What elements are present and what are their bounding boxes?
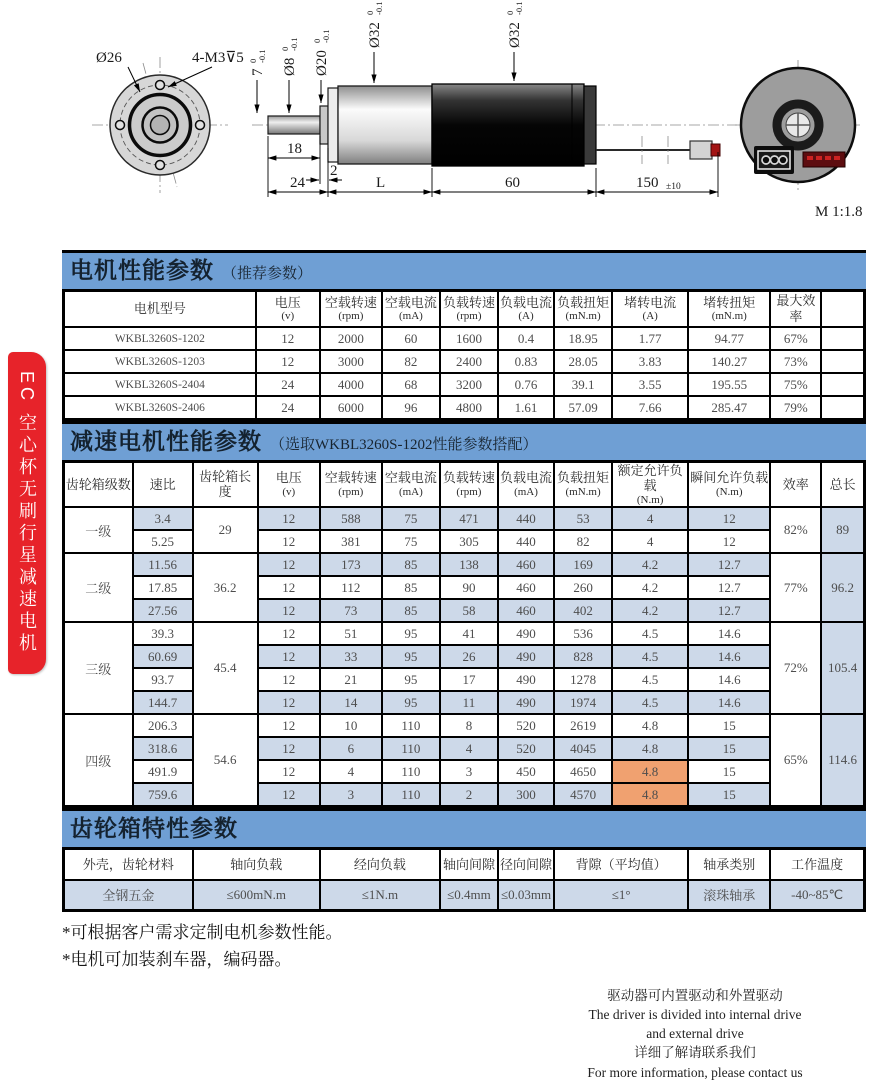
note-1: *可根据客户需求定制电机参数性能。 — [62, 922, 343, 942]
value-cell: 471 — [440, 507, 498, 530]
value-cell: 4045 — [554, 737, 612, 760]
header-cell: 负载转速 (rpm) — [440, 290, 498, 327]
value-cell: 460 — [498, 599, 554, 622]
value-cell: 14.6 — [688, 668, 770, 691]
value-cell: 73 — [320, 599, 382, 622]
svg-text:0: 0 — [312, 38, 322, 43]
value-cell: 95 — [382, 645, 440, 668]
value-cell: 12 — [256, 327, 320, 350]
table2-subtitle: （选取WKBL3260S-1202性能参数搭配） — [270, 436, 538, 453]
value-cell: 1974 — [554, 691, 612, 714]
side-view — [248, 2, 737, 197]
value-cell: 4.8 — [612, 737, 688, 760]
value-cell: 75 — [382, 507, 440, 530]
value-cell: 1.61 — [498, 396, 554, 419]
value-cell: 3.55 — [612, 373, 688, 396]
value-cell: 4.8 — [612, 783, 688, 806]
value-cell: 4 — [612, 530, 688, 553]
header-cell — [821, 290, 864, 327]
value-cell: 2400 — [440, 350, 498, 373]
total-length-cell: 96.2 — [821, 553, 864, 622]
drawing-scale: M 1:1.8 — [815, 204, 863, 220]
value-cell: 450 — [498, 760, 554, 783]
svg-text:0: 0 — [280, 46, 290, 51]
dim-gearbox-diameter — [365, 2, 384, 48]
front-view — [92, 50, 244, 193]
header-cell: 堵转电流 (A) — [612, 290, 688, 327]
dim-60: 60 — [505, 175, 520, 191]
value-cell: 15 — [688, 737, 770, 760]
svg-text:-0.1: -0.1 — [289, 37, 299, 51]
value-cell: 490 — [498, 645, 554, 668]
efficiency-cell: 82% — [770, 507, 821, 553]
value-cell: 260 — [554, 576, 612, 599]
value-cell: 75% — [770, 373, 821, 396]
value-cell: 12.7 — [688, 599, 770, 622]
value-cell: 110 — [382, 760, 440, 783]
value-cell: 4.2 — [612, 576, 688, 599]
value-cell: 57.09 — [554, 396, 612, 419]
value-cell — [821, 373, 864, 396]
stage-cell: 二级 — [64, 553, 133, 622]
value-cell: 12 — [258, 714, 320, 737]
value-cell: 195.55 — [688, 373, 770, 396]
value-cell: 3.83 — [612, 350, 688, 373]
value-cell: ≤0.4mm — [440, 880, 498, 910]
ratio-cell: 11.56 — [133, 553, 193, 576]
rear-connector-3pin — [754, 146, 794, 174]
value-cell: 173 — [320, 553, 382, 576]
value-cell: 95 — [382, 668, 440, 691]
value-cell: 4.2 — [612, 599, 688, 622]
value-cell: 4 — [440, 737, 498, 760]
svg-text:7: 7 — [250, 68, 266, 76]
table1-title-bar — [62, 250, 866, 289]
svg-text:Ø32: Ø32 — [367, 22, 383, 48]
table1-title: 电机性能参数 — [70, 257, 214, 283]
header-cell: 工作温度 — [770, 848, 864, 880]
header-cell: 负载电流 (A) — [498, 290, 554, 327]
dim-2: 2 — [330, 163, 338, 179]
ratio-cell: 3.4 — [133, 507, 193, 530]
driver-note-line: 详细了解请联系我们 — [634, 1045, 756, 1061]
value-cell: 4 — [320, 760, 382, 783]
value-cell: 51 — [320, 622, 382, 645]
value-cell — [821, 396, 864, 419]
header-cell: 轴承类别 — [688, 848, 770, 880]
value-cell: 14 — [320, 691, 382, 714]
header-cell: 额定允许负载 (N.m) — [612, 461, 688, 507]
table3-title-bar — [62, 808, 866, 847]
value-cell: 85 — [382, 553, 440, 576]
value-cell: 0.76 — [498, 373, 554, 396]
header-cell: 负载电流 (mA) — [498, 461, 554, 507]
value-cell: 381 — [320, 530, 382, 553]
svg-text:-0.1: -0.1 — [321, 29, 331, 43]
dim-shaft-diameter — [280, 38, 299, 76]
value-cell: 12 — [258, 530, 320, 553]
driver-note-line: 驱动器可内置驱动和外置驱动 — [607, 988, 783, 1003]
value-cell: 169 — [554, 553, 612, 576]
value-cell: 14.6 — [688, 645, 770, 668]
efficiency-cell: 65% — [770, 714, 821, 806]
length-cell: 36.2 — [193, 553, 258, 622]
header-cell: 负载扭矩 (mN.m) — [554, 290, 612, 327]
value-cell: 1278 — [554, 668, 612, 691]
svg-text:0: 0 — [248, 58, 258, 63]
value-cell: 28.05 — [554, 350, 612, 373]
header-cell: 电压 (v) — [256, 290, 320, 327]
table3-title: 齿轮箱特性参数 — [70, 814, 238, 841]
value-cell: 82 — [382, 350, 440, 373]
value-cell — [821, 350, 864, 373]
value-cell: 53 — [554, 507, 612, 530]
ratio-cell: 144.7 — [133, 691, 193, 714]
value-cell: 110 — [382, 783, 440, 806]
value-cell: 85 — [382, 576, 440, 599]
header-cell: 径向间隙 — [498, 848, 554, 880]
value-cell: 12 — [688, 530, 770, 553]
model-cell: WKBL3260S-2404 — [64, 373, 256, 396]
gearbox-characteristics-table — [62, 847, 866, 912]
header-cell: 速比 — [133, 461, 193, 507]
value-cell: ≤600mN.m — [193, 880, 320, 910]
value-cell: 12 — [258, 668, 320, 691]
value-cell: 4800 — [440, 396, 498, 419]
value-cell: 12 — [258, 553, 320, 576]
model-cell: WKBL3260S-2406 — [64, 396, 256, 419]
tables-section — [62, 250, 866, 973]
value-cell: 4.2 — [612, 553, 688, 576]
value-cell: 588 — [320, 507, 382, 530]
ratio-cell: 759.6 — [133, 783, 193, 806]
svg-text:Ø32: Ø32 — [507, 22, 523, 48]
value-cell: 460 — [498, 576, 554, 599]
value-cell: 12 — [258, 783, 320, 806]
value-cell: 520 — [498, 714, 554, 737]
value-cell: 520 — [498, 737, 554, 760]
value-cell: 11 — [440, 691, 498, 714]
svg-text:Ø8: Ø8 — [282, 57, 298, 76]
value-cell: 39.1 — [554, 373, 612, 396]
driver-note-line: The driver is divided into internal drive — [588, 1007, 802, 1023]
footnotes — [62, 919, 866, 973]
header-cell: 堵转扭矩 (mN.m) — [688, 290, 770, 327]
value-cell: 12.7 — [688, 576, 770, 599]
value-cell: 14.6 — [688, 691, 770, 714]
value-cell: 138 — [440, 553, 498, 576]
value-cell: 12 — [258, 737, 320, 760]
value-cell: 12 — [258, 507, 320, 530]
value-cell: 4570 — [554, 783, 612, 806]
header-cell: 效率 — [770, 461, 821, 507]
header-cell: 空载转速 (rpm) — [320, 290, 382, 327]
header-cell: 背隙（平均值） — [554, 848, 688, 880]
header-cell: 最大效率 — [770, 290, 821, 327]
value-cell: ≤1N.m — [320, 880, 440, 910]
table1-subtitle: （推荐参数） — [222, 266, 313, 282]
value-cell: 110 — [382, 737, 440, 760]
value-cell: 6000 — [320, 396, 382, 419]
table2-title-bar — [62, 421, 866, 460]
ratio-cell: 39.3 — [133, 622, 193, 645]
value-cell: 41 — [440, 622, 498, 645]
svg-text:-0.1: -0.1 — [374, 1, 384, 15]
motor-performance-table — [62, 289, 866, 421]
value-cell: 490 — [498, 668, 554, 691]
value-cell: 112 — [320, 576, 382, 599]
value-cell: 305 — [440, 530, 498, 553]
note-2: *电机可加装刹车器，编码器。 — [62, 949, 292, 969]
value-cell: 4.5 — [612, 668, 688, 691]
value-cell: 828 — [554, 645, 612, 668]
value-cell: 440 — [498, 507, 554, 530]
value-cell: 58 — [440, 599, 498, 622]
value-cell: 95 — [382, 622, 440, 645]
value-cell: 0.4 — [498, 327, 554, 350]
header-cell: 经向负载 — [320, 848, 440, 880]
ratio-cell: 491.9 — [133, 760, 193, 783]
length-cell: 29 — [193, 507, 258, 553]
rear-view — [735, 60, 863, 220]
value-cell: 2 — [440, 783, 498, 806]
stage-cell: 一级 — [64, 507, 133, 553]
value-cell: 4.5 — [612, 645, 688, 668]
value-cell: 15 — [688, 714, 770, 737]
dim-150: 150 — [636, 175, 659, 191]
stage-cell: 四级 — [64, 714, 133, 806]
value-cell: ≤1° — [554, 880, 688, 910]
value-cell: 8 — [440, 714, 498, 737]
value-cell: 4650 — [554, 760, 612, 783]
value-cell: 1.77 — [612, 327, 688, 350]
front-screws-label: 4-M3⊽5 — [192, 50, 244, 66]
value-cell: 94.77 — [688, 327, 770, 350]
value-cell: 300 — [498, 783, 554, 806]
value-cell: 440 — [498, 530, 554, 553]
driver-note-line: and external drive — [646, 1026, 744, 1042]
value-cell: 67% — [770, 327, 821, 350]
value-cell: 60 — [382, 327, 440, 350]
value-cell: 4.8 — [612, 760, 688, 783]
dim-L: L — [376, 175, 386, 191]
ratio-cell: 60.69 — [133, 645, 193, 668]
value-cell: 110 — [382, 714, 440, 737]
value-cell: 75 — [382, 530, 440, 553]
dim-motor-diameter — [505, 2, 524, 48]
value-cell: 12 — [258, 645, 320, 668]
ratio-cell: 206.3 — [133, 714, 193, 737]
value-cell: 490 — [498, 622, 554, 645]
ratio-cell: 318.6 — [133, 737, 193, 760]
header-cell: 电机型号 — [64, 290, 256, 327]
value-cell: ≤0.03mm — [498, 880, 554, 910]
value-cell: 12 — [256, 350, 320, 373]
ratio-cell: 93.7 — [133, 668, 193, 691]
value-cell: 73% — [770, 350, 821, 373]
total-length-cell: 89 — [821, 507, 864, 553]
svg-text:-0.1: -0.1 — [257, 49, 267, 63]
value-cell: 402 — [554, 599, 612, 622]
header-cell: 空载转速 (rpm) — [320, 461, 382, 507]
value-cell: 33 — [320, 645, 382, 668]
value-cell: 79% — [770, 396, 821, 419]
value-cell: 82 — [554, 530, 612, 553]
value-cell: 285.47 — [688, 396, 770, 419]
value-cell: 140.27 — [688, 350, 770, 373]
series-tab — [8, 352, 46, 674]
dim-shaft-tip — [248, 50, 267, 76]
ratio-cell: 27.56 — [133, 599, 193, 622]
value-cell — [821, 327, 864, 350]
value-cell: 全钢五金 — [64, 880, 193, 910]
rear-connector-red — [803, 152, 845, 167]
technical-drawing — [0, 0, 893, 250]
value-cell: 7.66 — [612, 396, 688, 419]
header-cell: 齿轮箱级数 — [64, 461, 133, 507]
value-cell: 490 — [498, 691, 554, 714]
svg-text:0: 0 — [505, 10, 515, 15]
model-cell: WKBL3260S-1202 — [64, 327, 256, 350]
driver-note — [509, 986, 881, 1082]
value-cell: 17 — [440, 668, 498, 691]
header-cell: 齿轮箱长度 — [193, 461, 258, 507]
length-cell: 54.6 — [193, 714, 258, 806]
value-cell: 1600 — [440, 327, 498, 350]
value-cell: 536 — [554, 622, 612, 645]
value-cell: 12 — [258, 576, 320, 599]
value-cell: 4000 — [320, 373, 382, 396]
front-diameter-label: Ø26 — [96, 50, 122, 66]
header-cell: 电压 (v) — [258, 461, 320, 507]
header-cell: 外壳，齿轮材料 — [64, 848, 193, 880]
value-cell: 4.5 — [612, 691, 688, 714]
svg-text:-0.1: -0.1 — [514, 1, 524, 15]
driver-note-line: For more information, please contact us — [587, 1064, 803, 1080]
header-cell: 总长 — [821, 461, 864, 507]
value-cell: 68 — [382, 373, 440, 396]
value-cell: 14.6 — [688, 622, 770, 645]
dim-collar-diameter — [312, 30, 331, 76]
ratio-cell: 5.25 — [133, 530, 193, 553]
value-cell: 95 — [382, 691, 440, 714]
value-cell: 3000 — [320, 350, 382, 373]
total-length-cell: 105.4 — [821, 622, 864, 714]
value-cell: 12 — [258, 622, 320, 645]
svg-text:0: 0 — [365, 10, 375, 15]
total-length-cell: 114.6 — [821, 714, 864, 806]
header-cell: 负载转速 (rpm) — [440, 461, 498, 507]
header-cell: 轴向间隙 — [440, 848, 498, 880]
value-cell: 4 — [612, 507, 688, 530]
header-cell: 负载扭矩 (mN.m) — [554, 461, 612, 507]
value-cell: -40~85℃ — [770, 880, 864, 910]
value-cell: 滚珠轴承 — [688, 880, 770, 910]
value-cell: 24 — [256, 373, 320, 396]
value-cell: 21 — [320, 668, 382, 691]
value-cell: 12 — [258, 599, 320, 622]
table2-title: 减速电机性能参数 — [70, 427, 262, 454]
value-cell: 4.8 — [612, 714, 688, 737]
length-cell: 45.4 — [193, 622, 258, 714]
value-cell: 26 — [440, 645, 498, 668]
dim-150-tol: ±10 — [666, 182, 681, 192]
value-cell: 460 — [498, 553, 554, 576]
value-cell: 3200 — [440, 373, 498, 396]
value-cell: 2619 — [554, 714, 612, 737]
value-cell: 2000 — [320, 327, 382, 350]
value-cell: 15 — [688, 760, 770, 783]
model-cell: WKBL3260S-1203 — [64, 350, 256, 373]
header-cell: 空载电流 (mA) — [382, 290, 440, 327]
efficiency-cell: 72% — [770, 622, 821, 714]
value-cell: 12 — [258, 691, 320, 714]
series-tab-label: EC 空心杯无刷行星减速电机 — [17, 370, 37, 655]
header-cell: 瞬间允许负载 (N.m) — [688, 461, 770, 507]
efficiency-cell: 77% — [770, 553, 821, 622]
header-cell: 轴向负载 — [193, 848, 320, 880]
value-cell: 4.5 — [612, 622, 688, 645]
value-cell: 3 — [320, 783, 382, 806]
ratio-cell: 17.85 — [133, 576, 193, 599]
header-cell: 空载电流 (mA) — [382, 461, 440, 507]
value-cell: 12 — [258, 760, 320, 783]
value-cell: 24 — [256, 396, 320, 419]
dim-24: 24 — [290, 175, 305, 191]
value-cell: 0.83 — [498, 350, 554, 373]
value-cell: 96 — [382, 396, 440, 419]
stage-cell: 三级 — [64, 622, 133, 714]
gearmotor-performance-table — [62, 460, 866, 808]
value-cell: 3 — [440, 760, 498, 783]
value-cell: 18.95 — [554, 327, 612, 350]
value-cell: 10 — [320, 714, 382, 737]
value-cell: 85 — [382, 599, 440, 622]
dim-18: 18 — [287, 141, 302, 157]
svg-text:Ø20: Ø20 — [314, 50, 330, 76]
value-cell: 12 — [688, 507, 770, 530]
value-cell: 6 — [320, 737, 382, 760]
value-cell: 12.7 — [688, 553, 770, 576]
value-cell: 15 — [688, 783, 770, 806]
value-cell: 90 — [440, 576, 498, 599]
